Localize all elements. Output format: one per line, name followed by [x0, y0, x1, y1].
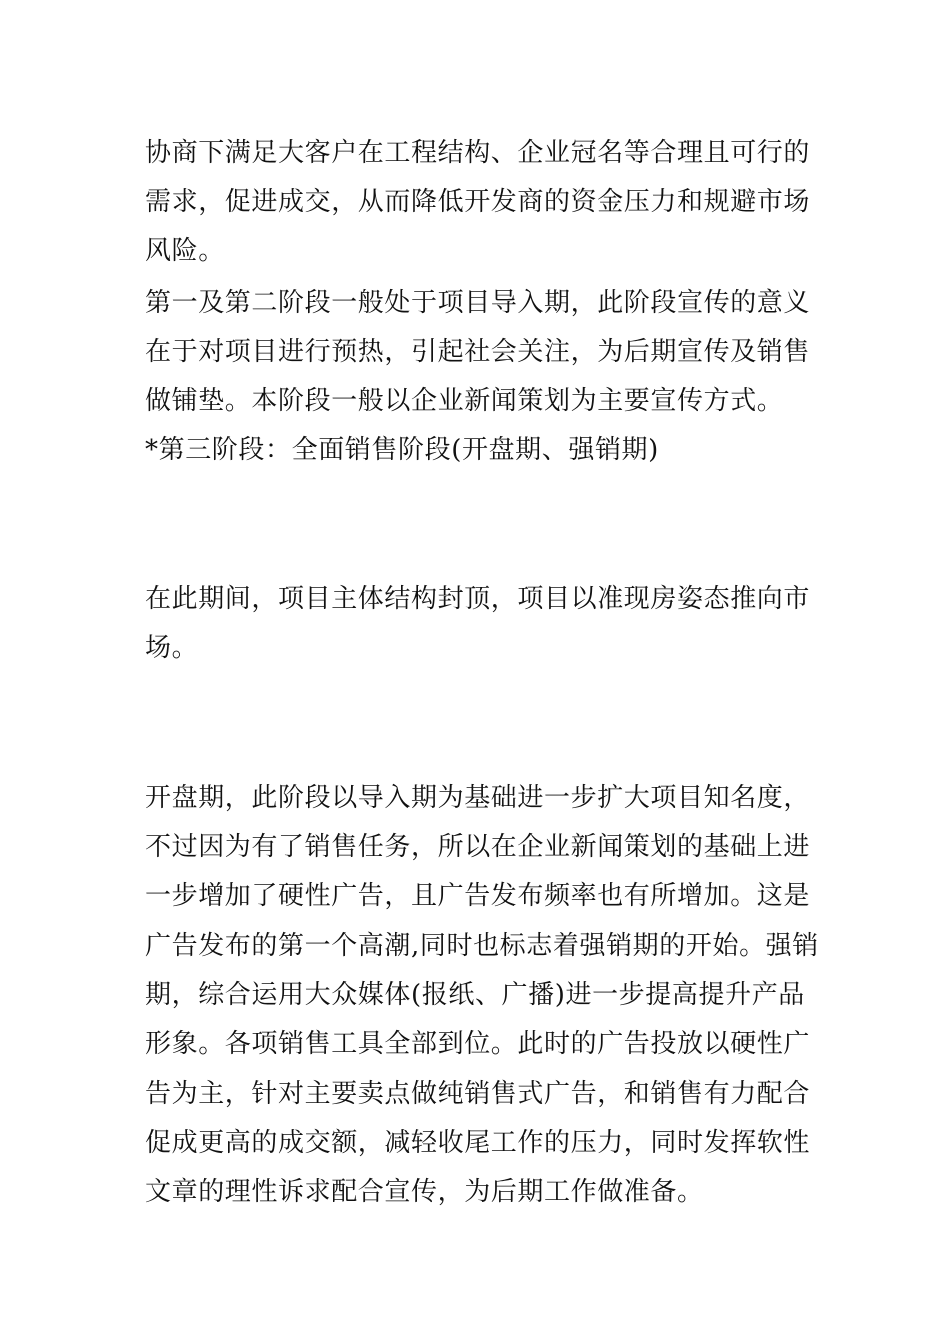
text-line: 风险。: [145, 236, 225, 266]
text-line: 在于对项目进行预热，引起社会关注，为后期宣传及销售: [145, 337, 811, 367]
text-line: 促成更高的成交额，减轻收尾工作的压力，同时发挥软性: [145, 1128, 811, 1158]
text-line: 广告发布的第一个高潮,同时也标志着强销期的开始。强销: [145, 931, 819, 961]
text-line: 形象。各项销售工具全部到位。此时的广告投放以硬性广: [145, 1029, 811, 1059]
text-line: 需求，促进成交，从而降低开发商的资金压力和规避市场: [145, 187, 811, 217]
text-line: 开盘期，此阶段以导入期为基础进一步扩大项目知名度，: [145, 783, 811, 813]
text-line: 第一及第二阶段一般处于项目导入期，此阶段宣传的意义: [145, 288, 811, 318]
text-line: 文章的理性诉求配合宣传，为后期工作做准备。: [145, 1177, 704, 1207]
section-heading: *第三阶段：全面销售阶段(开盘期、强销期): [145, 435, 659, 465]
text-line: 一步增加了硬性广告，且广告发布频率也有所增加。这是: [145, 881, 811, 911]
text-line: 在此期间，项目主体结构封顶，项目以准现房姿态推向市: [145, 584, 811, 614]
text-line: 场。: [145, 633, 199, 663]
text-line: 做铺垫。本阶段一般以企业新闻策划为主要宣传方式。: [145, 386, 784, 416]
text-line: 期，综合运用大众媒体(报纸、广播)进一步提高提升产品: [145, 980, 805, 1010]
text-line: 不过因为有了销售任务，所以在企业新闻策划的基础上进: [145, 832, 811, 862]
text-line: 协商下满足大客户在工程结构、企业冠名等合理且可行的: [145, 138, 811, 168]
text-line: 告为主，针对主要卖点做纯销售式广告，和销售有力配合: [145, 1079, 811, 1109]
